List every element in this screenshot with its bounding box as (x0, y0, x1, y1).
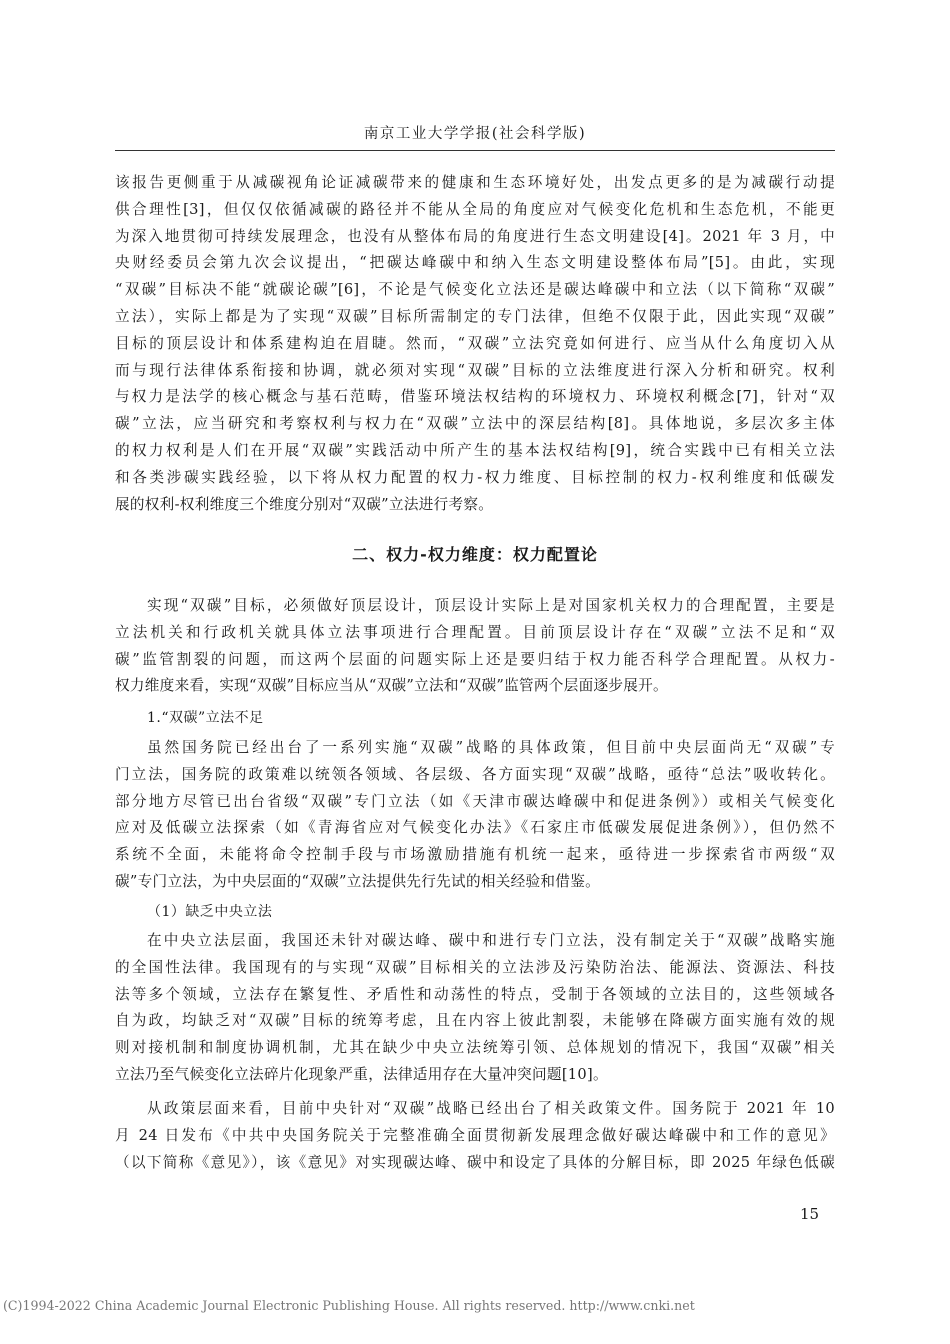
subheading-lack-central-legislation: （1）缺乏中央立法 (147, 904, 273, 920)
text-line: 法等多个领域，立法存在繁复性、矛盾性和动荡性的特点，受制于各领域的立法目的，这些领域各 (115, 985, 835, 1003)
text-line: 与权力是法学的核心概念与基石范畴，借鉴环境法权结构的环境权力、环境权利概念[7]，针对“双 (115, 388, 835, 406)
text-line: 央财经委员会第九次会议提出，“把碳达峰碳中和纳入生态文明建设整体布局”[5]。由此，实现 (115, 254, 835, 272)
page-number: 15 (800, 1205, 820, 1223)
text-line: （以下简称《意见》），该《意见》对实现碳达峰、碳中和设定了具体的分解目标，即 2025 年绿色低碳 (115, 1153, 835, 1171)
paragraph-4 (115, 928, 835, 1089)
text-line: 展的权利-权利维度三个维度分别对“双碳”立法进行考察。 (115, 495, 494, 513)
copyright-footer: (C)1994-2022 China Academic Journal Electronic Publishing House. All rights reserved. http://www.cnki.net (3, 1298, 695, 1313)
subheading-legislation-insufficient: 1.“双碳”立法不足 (147, 710, 264, 726)
paragraph-3 (115, 735, 835, 896)
text-line: 则对接机制和制度协调机制，尤其在缺少中央立法统筹引领、总体规划的情况下，我国“双碳”相关 (115, 1039, 835, 1057)
text-line: “双碳”目标决不能“就碳论碳”[6]，不论是气候变化立法还是碳达峰碳中和立法（以下简称“双碳” (115, 281, 835, 299)
text-line: 的权力权利是人们在开展“双碳”实践活动中所产生的基本法权结构[9]，统合实践中已有相关立法 (115, 441, 835, 459)
text-line: 而与现行法律体系衔接和协调，就必须对实现“双碳”目标的立法维度进行深入分析和研究。权利 (115, 361, 835, 379)
text-line: 立法），实际上都是为了实现“双碳”目标所需制定的专门法律，但绝不仅限于此，因此实现“双碳” (115, 307, 835, 325)
text-line: 为深入地贯彻可持续发展理念，也没有从整体布局的角度进行生态文明建设[4]。2021 年 3 月，中 (115, 227, 835, 245)
text-line: 供合理性[3]，但仅仅依循减碳的路径并不能从全局的角度应对气候变化危机和生态危机，不能更 (115, 200, 835, 218)
section-heading: 二、权力-权力维度：权力配置论 (352, 545, 598, 564)
header-rule (115, 150, 835, 151)
paragraph-5 (115, 1096, 835, 1176)
text-line: 立法乃至气候变化立法碎片化现象严重，法律适用存在大量冲突问题[10]。 (115, 1065, 608, 1083)
text-line: 权力维度来看，实现“双碳”目标应当从“双碳”立法和“双碳”监管两个层面逐步展开。 (115, 677, 668, 695)
text-line: 部分地方尽管已出台省级“双碳”专门立法（如《天津市碳达峰碳中和促进条例》）或相关气候变化 (115, 792, 835, 810)
text-line: 碳”监管割裂的问题，而这两个层面的问题实际上还是要归结于权力能否科学合理配置。从权力- (115, 650, 835, 668)
text-line: 碳”专门立法，为中央层面的“双碳”立法提供先行先试的相关经验和借鉴。 (115, 872, 600, 890)
text-line: 虽然国务院已经出台了一系列实施“双碳”战略的具体政策，但目前中央层面尚无“双碳”专 (147, 739, 835, 756)
text-line: 和各类涉碳实践经验，以下将从权力配置的权力-权力维度、目标控制的权力-权利维度和低碳发 (115, 468, 835, 486)
text-line: 系统不全面，未能将命令控制手段与市场激励措施有机统一起来，亟待进一步探索省市两级“双 (115, 846, 835, 864)
text-line: 该报告更侧重于从减碳视角论证减碳带来的健康和生态环境好处，出发点更多的是为减碳行动提 (115, 174, 835, 191)
text-line: 目标的顶层设计和体系建构迫在眉睫。然而，“双碳”立法究竟如何进行、应当从什么角度切入从 (115, 334, 835, 352)
text-line: 应对及低碳立法探索（如《青海省应对气候变化办法》《石家庄市低碳发展促进条例》），但仍然不 (115, 819, 835, 837)
text-line: 月 24 日发布《中共中央国务院关于完整准确全面贯彻新发展理念做好碳达峰碳中和工作的意见》 (115, 1126, 835, 1144)
journal-running-header: 南京工业大学学报(社会科学版) (363, 126, 587, 142)
text-line: 自为政，均缺乏对“双碳”目标的统筹考虑，且在内容上彼此割裂，未能够在降碳方面实施有效的规 (115, 1012, 835, 1030)
text-line: 立法机关和行政机关就具体立法事项进行合理配置。目前顶层设计存在“双碳”立法不足和“双 (115, 623, 835, 641)
text-line: 在中央立法层面，我国还未针对碳达峰、碳中和进行专门立法，没有制定关于“双碳”战略实施 (147, 932, 835, 949)
paragraph-1 (115, 170, 835, 518)
text-line: 碳”立法，应当研究和考察权利与权力在“双碳”立法中的深层结构[8]。具体地说，多层次多主体 (115, 415, 835, 433)
text-line: 门立法，国务院的政策难以统领各领域、各层级、各方面实现“双碳”战略，亟待“总法”吸收转化。 (115, 765, 835, 783)
text-line: 的全国性法律。我国现有的与实现“双碳”目标相关的立法涉及污染防治法、能源法、资源法、科技 (115, 958, 835, 976)
text-line: 实现“双碳”目标，必须做好顶层设计，顶层设计实际上是对国家机关权力的合理配置，主要是 (147, 597, 835, 614)
text-line: 从政策层面来看，目前中央针对“双碳”战略已经出台了相关政策文件。国务院于 2021 年 10 (147, 1100, 835, 1117)
paragraph-2 (115, 593, 835, 700)
